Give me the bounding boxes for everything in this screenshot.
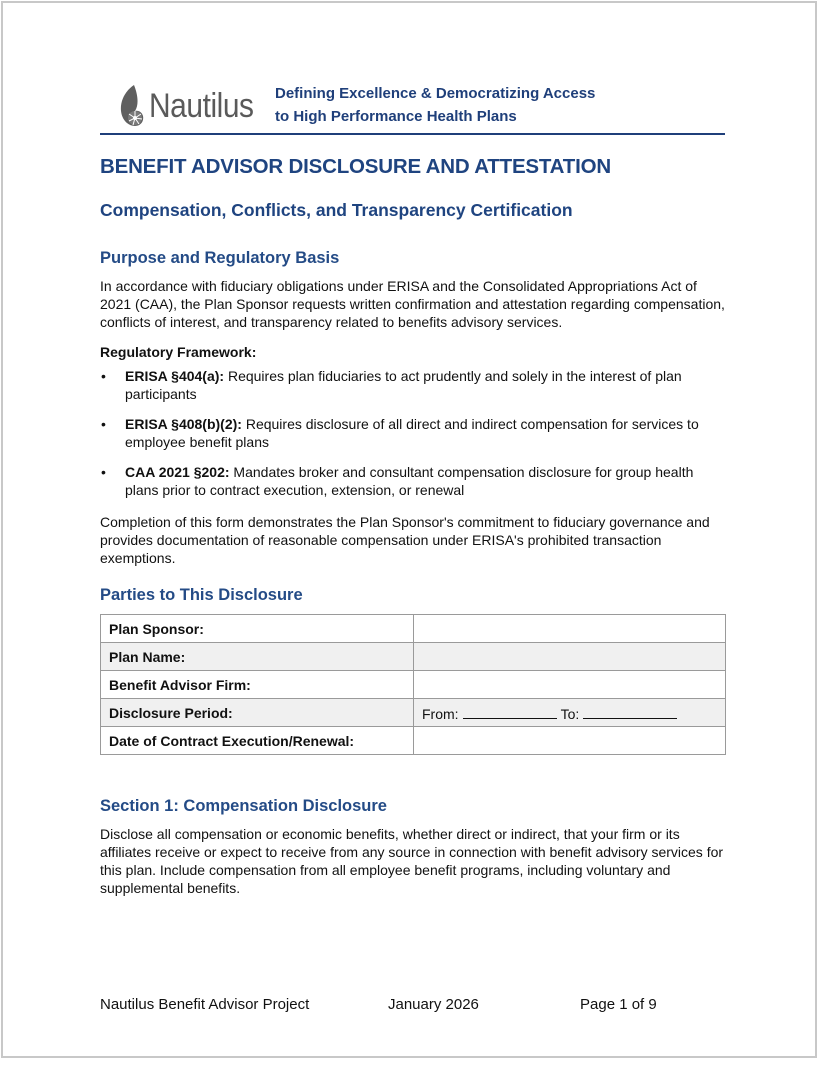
tagline: [275, 82, 595, 128]
to-date-blank[interactable]: [583, 704, 677, 719]
tagline-line-1: Defining Excellence & Democratizing Access: [275, 85, 596, 102]
footer-page-number: Page 1 of 9: [580, 996, 657, 1013]
bullet-term: ERISA §404(a):: [125, 368, 225, 384]
bullet-term: CAA 2021 §202:: [125, 464, 230, 480]
plan-sponsor-label: Plan Sponsor:: [101, 615, 414, 643]
to-label: To:: [560, 705, 580, 722]
bullet-caa-202: [100, 463, 725, 499]
footer-project: Nautilus Benefit Advisor Project: [100, 996, 310, 1013]
bullet-text: Mandates broker and consultant compensation disclosure for group health plans prior to contract execution, extension, or renewal: [125, 464, 694, 498]
bullet-text: Requires plan fiduciaries to act prudently and solely in the interest of plan participants: [125, 368, 682, 402]
advisor-firm-field[interactable]: [414, 671, 726, 699]
letterhead: [100, 79, 725, 133]
plan-name-label: Plan Name:: [101, 643, 414, 671]
bullet-icon: •: [101, 368, 106, 384]
section1-text: Disclose all compensation or economic benefits, whether direct or indirect, that your firm or its affiliates receive or expect to receive from any source in connection with benefit advisory services for this plan. Include compensation from all employee benefit programs, including voluntary and supplemental benefits.: [100, 826, 724, 896]
nautilus-shell-icon: [117, 83, 145, 129]
tagline-line-2: to High Performance Health Plans: [275, 108, 517, 125]
disclosure-period-label: Disclosure Period:: [101, 699, 414, 727]
from-label: From:: [422, 705, 459, 722]
bullet-icon: •: [101, 416, 106, 432]
table-row: [101, 727, 726, 755]
table-row: [101, 671, 726, 699]
disclosure-period-field: [414, 699, 726, 727]
plan-name-field[interactable]: [414, 643, 726, 671]
parties-heading: Parties to This Disclosure: [100, 586, 303, 604]
bullet-erisa-408b2: [100, 415, 725, 451]
purpose-intro: In accordance with fiduciary obligations under ERISA and the Consolidated Appropriations Act of 2021 (CAA), the Plan Sponsor requests written confirmation and attestation regarding compensation, conflicts of interest, and transparency related to benefits advisory services.: [100, 278, 725, 330]
contract-date-label: Date of Contract Execution/Renewal:: [101, 727, 414, 755]
purpose-heading: Purpose and Regulatory Basis: [100, 249, 340, 267]
document-subtitle: Compensation, Conflicts, and Transparency Certification: [100, 200, 573, 220]
section1-heading: Section 1: Compensation Disclosure: [100, 797, 387, 815]
bullet-term: ERISA §408(b)(2):: [125, 416, 242, 432]
advisor-firm-label: Benefit Advisor Firm:: [101, 671, 414, 699]
bullet-text: Requires disclosure of all direct and indirect compensation for services to employee benefit plans: [125, 416, 699, 450]
parties-table: [100, 614, 726, 755]
table-row: [101, 643, 726, 671]
purpose-closing: Completion of this form demonstrates the Plan Sponsor's commitment to fiduciary governance and provides documentation of reasonable compensation under ERISA's prohibited transaction exemptions.: [100, 514, 710, 566]
bullet-erisa-404a: [100, 367, 725, 403]
contract-date-field[interactable]: [414, 727, 726, 755]
from-date-blank[interactable]: [463, 704, 557, 719]
document-page: [1, 1, 817, 1058]
bullet-icon: •: [101, 464, 106, 480]
table-row: [101, 615, 726, 643]
document-title: BENEFIT ADVISOR DISCLOSURE AND ATTESTATION: [100, 155, 611, 178]
footer-date: January 2026: [388, 996, 479, 1013]
logo-wordmark: Nautilus: [149, 87, 254, 125]
regulatory-framework-list: [100, 367, 725, 511]
regulatory-framework-label: Regulatory Framework:: [100, 344, 257, 360]
plan-sponsor-field[interactable]: [414, 615, 726, 643]
header-divider: [100, 133, 725, 135]
table-row: [101, 699, 726, 727]
nautilus-logo: [117, 83, 268, 129]
